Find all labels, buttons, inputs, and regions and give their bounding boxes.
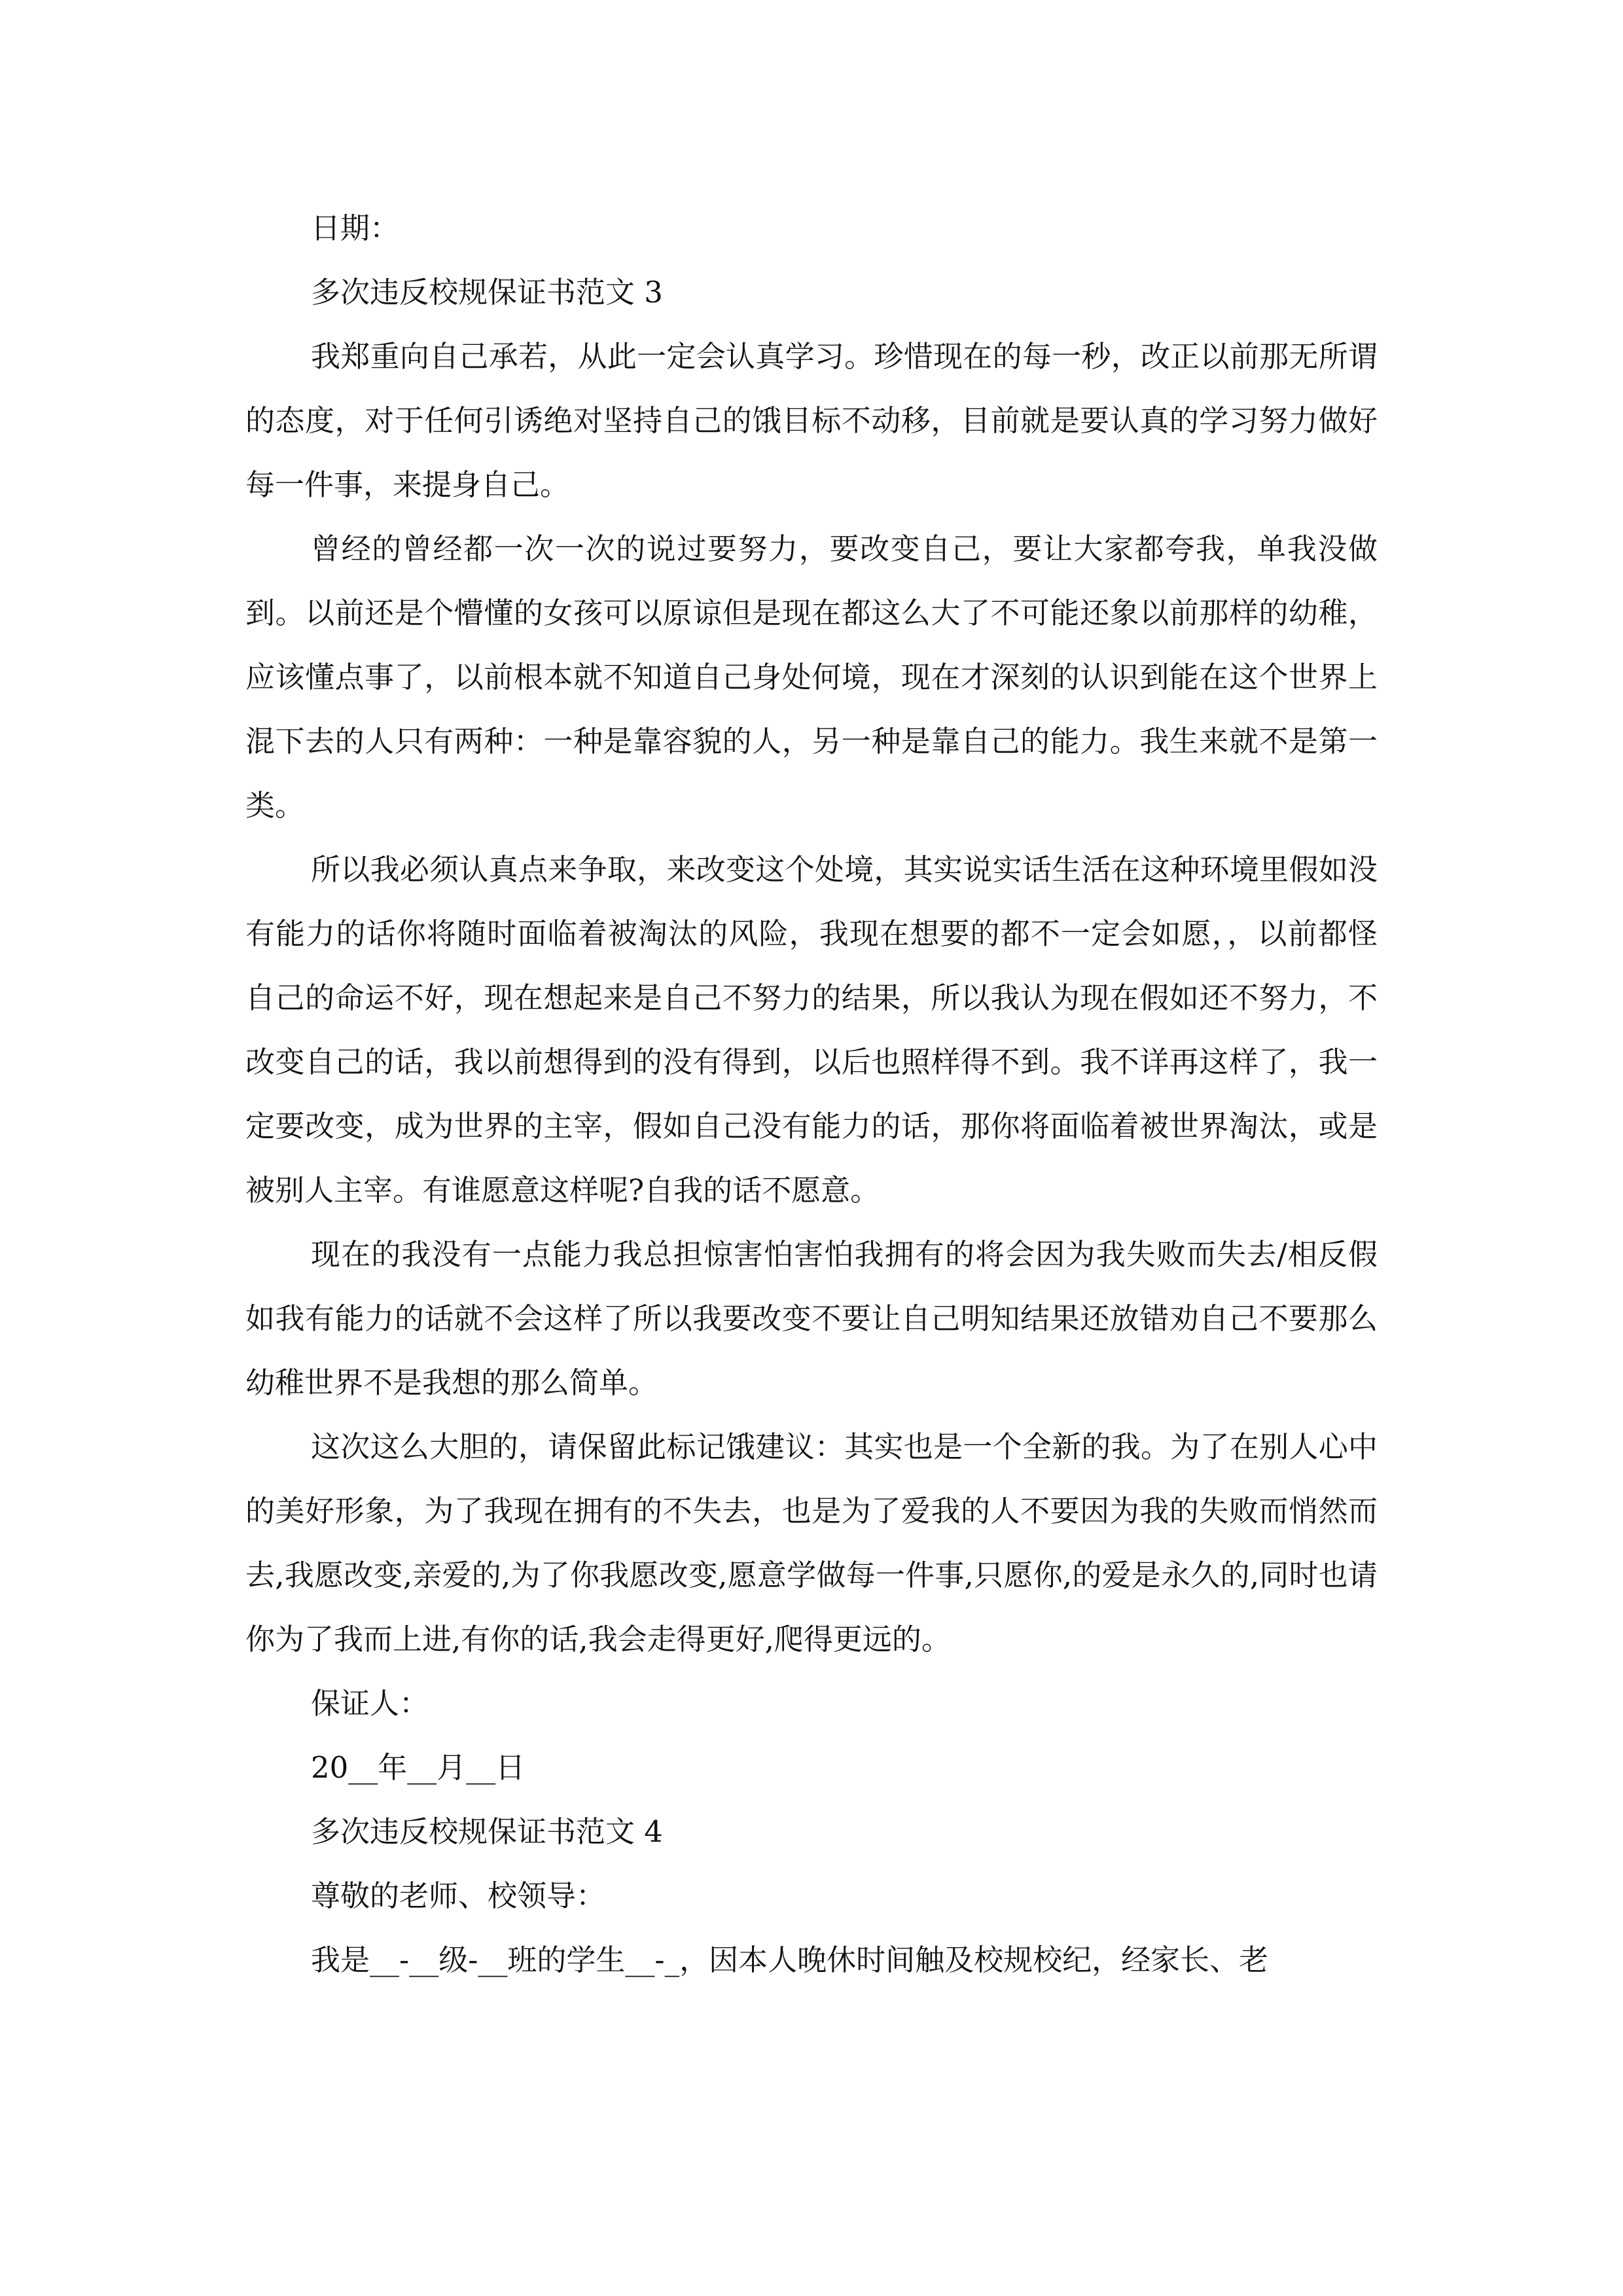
section-heading-3: 多次违反校规保证书范文 3 <box>311 275 663 310</box>
paragraph-strive: 所以我必须认真点来争取，来改变这个处境，其实说实话生活在这种环境里假如没有能力的话你将随时面临着被淘汰的风险，我现在想要的都不一定会如愿，，以前都怪自己的命运不好，现在想起来是自己不努力的结果，所以我认为现在假如还不努力，不改变自己的话，我以前想得到的没有得到，以后也照样得不到。我不详再这样了，我一定要改变，成为世界的主宰，假如自己没有能力的话，那你将面临着被世界淘汰，或是被别人主宰。有谁愿意这样呢?自我的话不愿意。 <box>245 852 1378 1208</box>
paragraph-fear: 现在的我没有一点能力我总担惊害怕害怕我拥有的将会因为我失败而失去/相反假如我有能力的话就不会这样了所以我要改变不要让自己明知结果还放错劝自己不要那么幼稚世界不是我想的那么简单。 <box>245 1237 1378 1400</box>
paragraph-new-self: 这次这么大胆的，请保留此标记饿建议：其实也是一个全新的我。为了在别人心中的美好形象，为了我现在拥有的不失去，也是为了爱我的人不要因为我的失败而悄然而去,我愿改变,亲爱的,为了你我愿改变,愿意学做每一件事,只愿你,的爱是永久的,同时也请你为了我而上进,有你的话,我会走得更好,爬得更远的。 <box>245 1429 1378 1657</box>
guarantor-label: 保证人： <box>311 1686 429 1721</box>
salutation: 尊敬的老师、校领导： <box>311 1878 606 1913</box>
paragraph-past: 曾经的曾经都一次一次的说过要努力，要改变自己，要让大家都夸我，单我没做到。以前还是个懵懂的女孩可以原谅但是现在都这么大了不可能还象以前那样的幼稚，应该懂点事了，以前根本就不知道自己身处何境，现在才深刻的认识到能在这个世界上混下去的人只有两种：一种是靠容貌的人，另一种是靠自己的能力。我生来就不是第一类。 <box>245 531 1378 823</box>
section-heading-4: 多次违反校规保证书范文 4 <box>311 1814 663 1849</box>
paragraph-promise: 我郑重向自己承若，从此一定会认真学习。珍惜现在的每一秒，改正以前那无所谓的态度，对于任何引诱绝对坚持自己的饿目标不动移，目前就是要认真的学习努力做好每一件事，来提身自己。 <box>245 339 1378 502</box>
document-body <box>245 196 1378 1992</box>
paragraph-student-intro: 我是__-__级-__班的学生__-_，因本人晚休时间触及校规校纪，经家长、老 <box>311 1943 1269 1977</box>
date-label: 日期： <box>311 211 400 245</box>
date-blank: 20__年__月__日 <box>311 1750 526 1785</box>
